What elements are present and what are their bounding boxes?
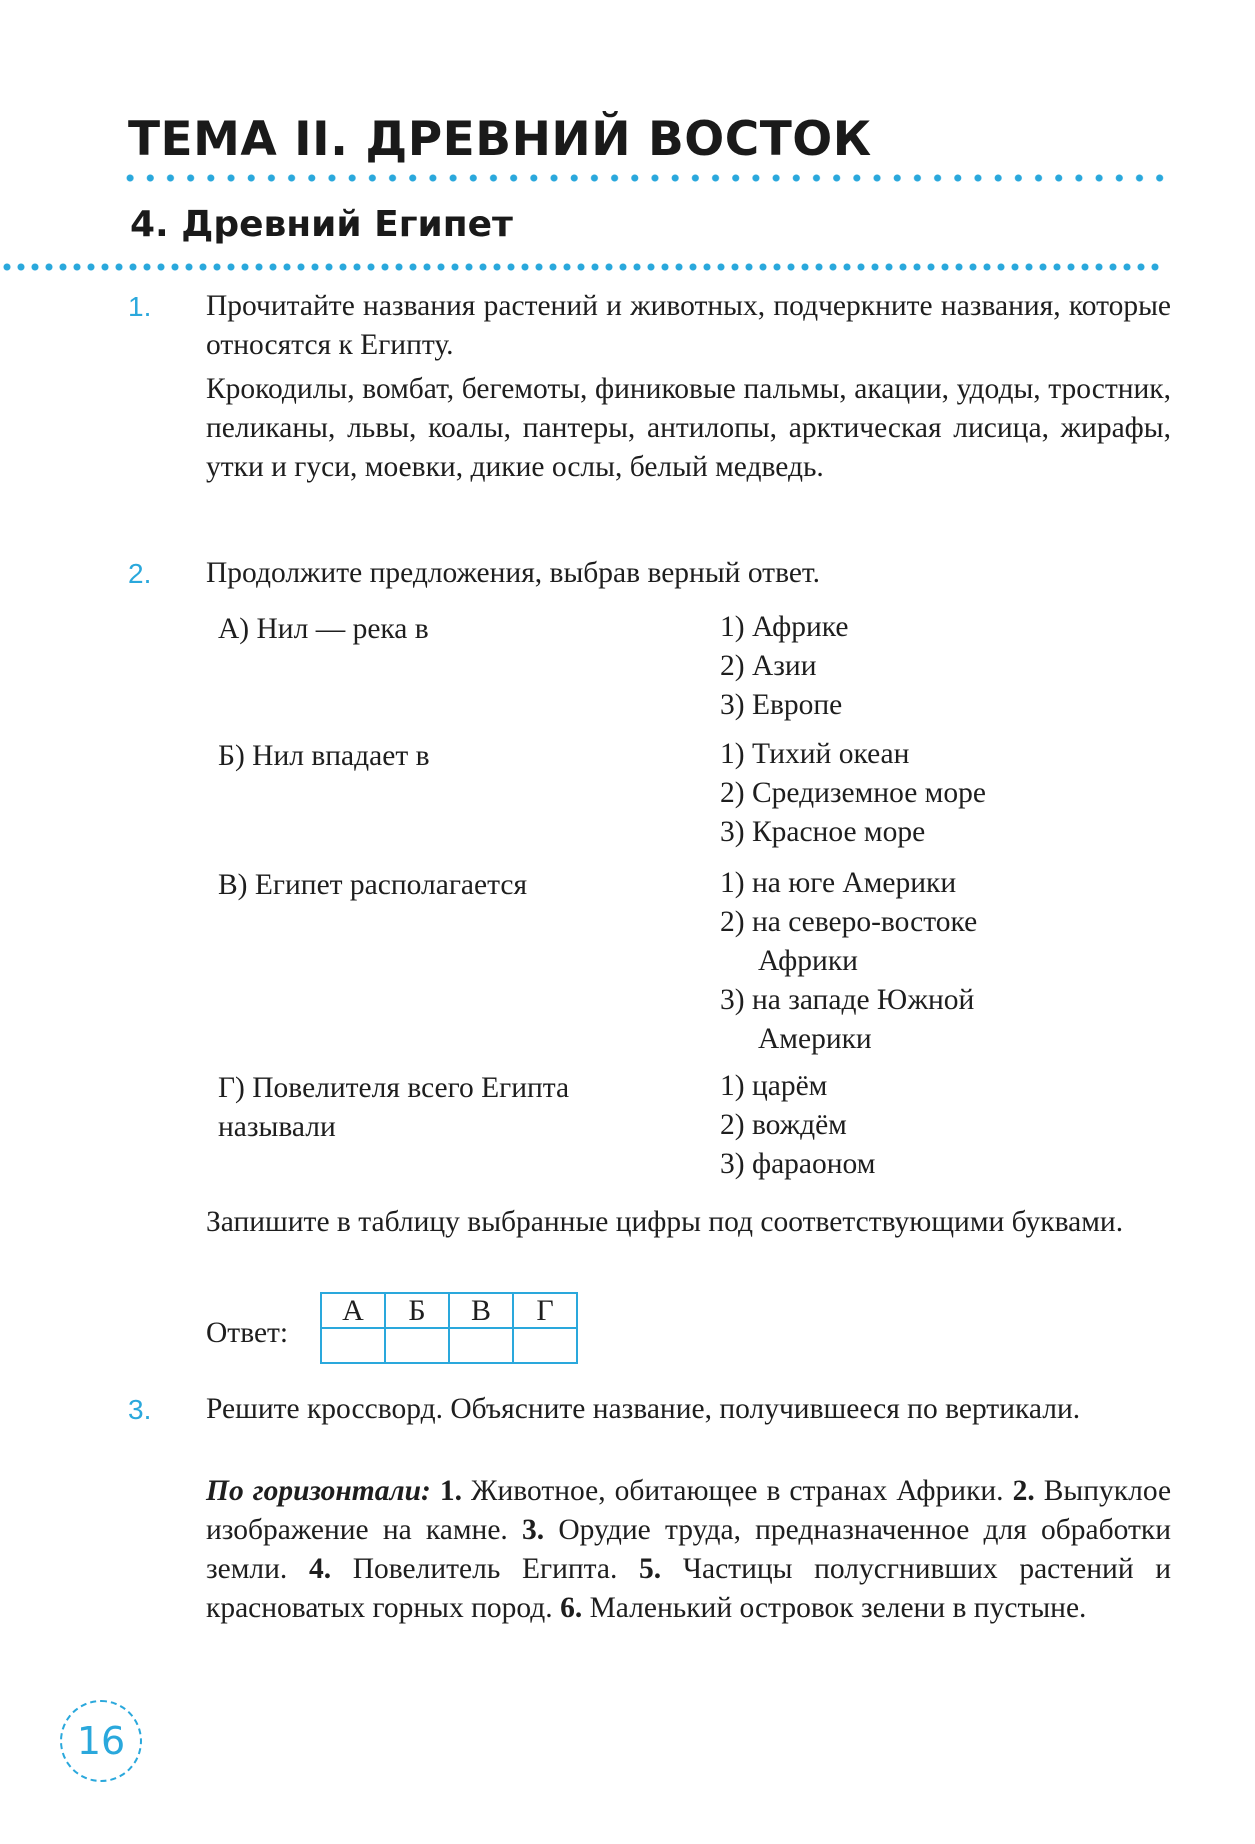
answer-table xyxy=(320,1292,578,1364)
answer-header: Г xyxy=(513,1293,577,1328)
question-g: Г) Повелителя всего Египта называли xyxy=(218,1072,570,1143)
answer-header: А xyxy=(321,1293,385,1328)
clue-text: Частицы полусгнивших растений и красноватых горных пород. xyxy=(206,1553,1172,1624)
question-v: В) Египет располагается xyxy=(218,869,528,901)
clue-text: Повелитель Египта. xyxy=(352,1553,618,1585)
clue-number: 1. xyxy=(439,1475,462,1507)
answer-cell-b[interactable] xyxy=(385,1328,449,1363)
page-number: 16 xyxy=(60,1700,142,1782)
topic-title: ТЕМА II. ДРЕВНИЙ ВОСТОК xyxy=(128,112,872,167)
answer-header: В xyxy=(449,1293,513,1328)
question-v-options xyxy=(720,864,1180,1059)
clue-text: Животное, обитающее в странах Африки. xyxy=(471,1475,1004,1507)
option: 3) Красное море xyxy=(720,816,926,848)
clue-number: 5. xyxy=(639,1553,662,1585)
clue-number: 3. xyxy=(522,1514,545,1546)
option: 2) Азии xyxy=(720,650,817,682)
clue-text: Выпуклое изображение на камне. xyxy=(206,1475,1172,1546)
question-b: Б) Нил впадает в xyxy=(218,740,430,772)
clue-number: 4. xyxy=(308,1553,332,1585)
question-a-options xyxy=(720,608,1180,725)
task-1-number: 1. xyxy=(128,291,152,322)
section-title: 4. Древний Египет xyxy=(130,204,513,245)
option: 3) на западе Южной Америки xyxy=(720,984,975,1055)
table-instruction: Запишите в таблицу выбранные цифры под соответствующими буквами. xyxy=(206,1206,1124,1238)
task-3-number: 3. xyxy=(128,1394,152,1425)
task-1-instruction: Прочитайте названия растений и животных, подчеркните названия, которые относятся к Египту. xyxy=(206,290,1171,361)
dotted-divider-section xyxy=(0,262,1165,272)
clue-number: 2. xyxy=(1012,1475,1035,1507)
horizontal-label: По горизонтали: xyxy=(206,1475,431,1507)
option: 3) Европе xyxy=(720,689,843,721)
clue-text: Маленький островок зелени в пустыне. xyxy=(589,1592,1087,1624)
task-3-instruction: Решите кроссворд. Объясните название, получившееся по вертикали. xyxy=(206,1393,1081,1425)
task-2-number: 2. xyxy=(128,558,152,589)
question-a: А) Нил — река в xyxy=(218,613,429,645)
task-2-instruction: Продолжите предложения, выбрав верный ответ. xyxy=(206,557,820,589)
option: 2) на северо-востоке Африки xyxy=(720,906,978,977)
answer-cell-a[interactable] xyxy=(321,1328,385,1363)
option: 2) вождём xyxy=(720,1109,847,1141)
clue-text: Орудие труда, предназначенное для обработки земли. xyxy=(206,1514,1172,1585)
answer-cell-v[interactable] xyxy=(449,1328,513,1363)
option: 3) фараоном xyxy=(720,1148,876,1180)
task-1-words: Крокодилы, вомбат, бегемоты, финиковые пальмы, акации, удоды, тростник, пеликаны, львы, коалы, пантеры, антилопы, арктическая лисица, жирафы, утки и гуси, моевки, дикие ослы, белый медведь. xyxy=(206,373,1171,483)
task-3-clues xyxy=(206,1472,1171,1628)
option: 1) Африке xyxy=(720,611,849,643)
answer-header: Б xyxy=(385,1293,449,1328)
question-b-options xyxy=(720,735,1180,852)
question-g-options xyxy=(720,1067,1180,1184)
clue-number: 6. xyxy=(560,1592,583,1624)
dotted-divider-top xyxy=(120,173,1170,183)
option: 1) на юге Америки xyxy=(720,867,957,899)
answer-label: Ответ: xyxy=(206,1317,289,1349)
option: 1) Тихий океан xyxy=(720,738,910,770)
option: 2) Средиземное море xyxy=(720,777,986,809)
answer-cell-g[interactable] xyxy=(513,1328,577,1363)
option: 1) царём xyxy=(720,1070,828,1102)
